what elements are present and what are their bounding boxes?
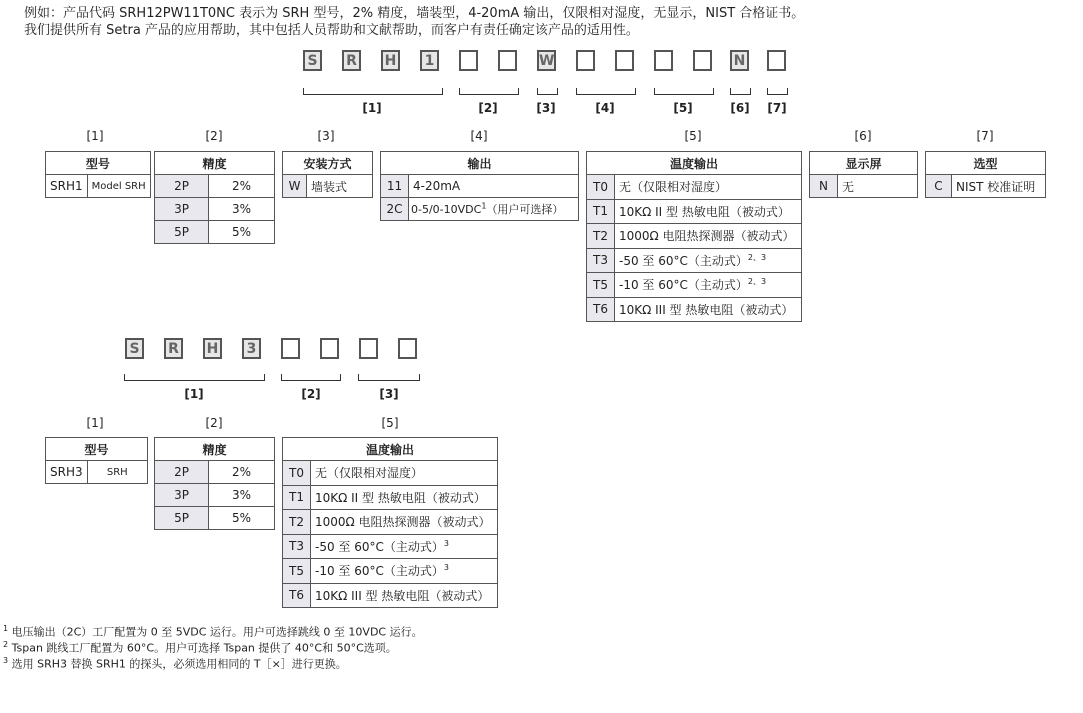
code-box — [654, 50, 673, 71]
table-header: 精度 — [155, 152, 275, 175]
table-header: 型号 — [46, 152, 151, 175]
output-table — [380, 151, 579, 221]
code-box — [459, 50, 478, 71]
value-note: （用户可选择） — [486, 203, 564, 216]
bracket — [537, 88, 558, 95]
bracket — [730, 88, 751, 95]
value-text: 10KΩ III 型 热敏电阻（被动式） — [619, 302, 794, 317]
table-header: 精度 — [155, 438, 275, 461]
value-text: 无（仅限相对湿度） — [619, 180, 728, 195]
value-text: 无（仅限相对湿度） — [315, 466, 424, 481]
table-row — [155, 484, 275, 507]
option-table — [925, 151, 1046, 198]
bracket-label: [1] — [184, 387, 204, 401]
table-row — [587, 175, 802, 200]
code-box — [615, 50, 634, 71]
value-cell: 5% — [209, 507, 275, 530]
value-text: -50 至 60°C（主动式） — [315, 539, 444, 554]
table-header: 温度输出 — [283, 438, 498, 461]
code-box — [359, 338, 378, 359]
footnote-mark: 3 — [3, 656, 9, 665]
group-label: [5] — [381, 416, 399, 430]
code-cell: T3 — [283, 534, 311, 559]
code-cell: 11 — [381, 175, 409, 198]
code-cell: SRH3 — [46, 461, 88, 484]
footnote-ref: 1 — [481, 201, 487, 211]
value-cell — [311, 559, 498, 584]
table-row — [283, 583, 498, 608]
bracket-label: [3] — [536, 101, 556, 115]
code-cell: T1 — [587, 199, 615, 224]
value-cell — [311, 583, 498, 608]
code-box — [398, 338, 417, 359]
bracket-label: [1] — [362, 101, 382, 115]
temp-output-table-2 — [282, 437, 498, 608]
code-cell: T5 — [587, 273, 615, 298]
value-cell: 3% — [209, 198, 275, 221]
code-cell: 2P — [155, 461, 209, 484]
value-text: 1000Ω 电阻热探测器（被动式） — [315, 515, 491, 530]
value-cell — [615, 273, 802, 298]
code-box — [576, 50, 595, 71]
display-table — [809, 151, 918, 198]
bracket — [767, 88, 788, 95]
code-cell: T3 — [587, 248, 615, 273]
code-box: H — [381, 50, 400, 71]
value-cell — [615, 199, 802, 224]
table-row — [810, 175, 918, 198]
value-cell — [311, 461, 498, 486]
table-row — [587, 297, 802, 322]
bracket-label: [2] — [301, 387, 321, 401]
table-row — [283, 175, 373, 198]
group-label: [2] — [205, 129, 223, 143]
value-cell: 2% — [209, 461, 275, 484]
table-row — [381, 175, 579, 198]
table-row — [587, 199, 802, 224]
value-text: -10 至 60°C（主动式） — [315, 564, 444, 579]
table-row — [926, 175, 1046, 198]
group-label: [2] — [205, 416, 223, 430]
intro-line-1: 例如：产品代码 SRH12PW11T0NC 表示为 SRH 型号，2% 精度，墙装型，4-20mA 输出，仅限相对湿度，无显示，NIST 合格证书。 — [24, 6, 805, 21]
table-header: 型号 — [46, 438, 148, 461]
group-label: [6] — [854, 129, 872, 143]
footnote-text: 选用 SRH3 替换 SRH1 的探头，必须选用相同的 T［×］进行更换。 — [11, 657, 347, 671]
code-box — [320, 338, 339, 359]
code-cell: T0 — [587, 175, 615, 200]
code-box: W — [537, 50, 556, 71]
code-cell: SRH1 — [46, 175, 88, 198]
value-cell: 4-20mA — [409, 175, 579, 198]
footnote-text: Tspan 跳线工厂配置为 60°C。用户可选择 Tspan 提供了 40°C和 50°C选项。 — [11, 641, 397, 655]
code-cell: 2P — [155, 175, 209, 198]
footnote-text: 电压输出（2C）工厂配置为 0 至 5VDC 运行。用户可选择跳线 0 至 10VDC 运行。 — [11, 625, 423, 639]
code-cell: 5P — [155, 221, 209, 244]
value-text: -10 至 60°C（主动式） — [619, 278, 748, 293]
table-row — [587, 273, 802, 298]
table-header: 温度输出 — [587, 152, 802, 175]
value-cell — [311, 510, 498, 535]
table-header: 显示屏 — [810, 152, 918, 175]
group-label: [4] — [470, 129, 488, 143]
code-box — [693, 50, 712, 71]
code-box: N — [730, 50, 749, 71]
table-row — [283, 510, 498, 535]
footnote — [3, 653, 347, 673]
code-box — [498, 50, 517, 71]
value-cell: 2% — [209, 175, 275, 198]
code-cell: N — [810, 175, 838, 198]
code-cell: 3P — [155, 198, 209, 221]
table-row — [155, 175, 275, 198]
value-cell — [615, 297, 802, 322]
table-row — [155, 461, 275, 484]
table-row — [155, 507, 275, 530]
table-row — [587, 248, 802, 273]
bracket — [459, 88, 519, 95]
group-label: [3] — [317, 129, 335, 143]
code-box: S — [125, 338, 144, 359]
intro-line-2: 我们提供所有 Setra 产品的应用帮助，其中包括人员帮助和文献帮助，而客户有责任确定该产品的适用性。 — [24, 23, 639, 38]
code-cell: T6 — [587, 297, 615, 322]
table-row — [283, 559, 498, 584]
value-cell — [615, 175, 802, 200]
footnote-ref: 2、3 — [747, 252, 767, 262]
model-table-2 — [45, 437, 148, 484]
table-row — [155, 221, 275, 244]
code-box — [281, 338, 300, 359]
value-cell — [409, 198, 579, 221]
bracket-label: [4] — [595, 101, 615, 115]
group-label: [1] — [86, 129, 104, 143]
value-text: -50 至 60°C（主动式） — [619, 253, 748, 268]
table-row — [381, 198, 579, 221]
table-header: 输出 — [381, 152, 579, 175]
footnote-mark: 1 — [3, 624, 9, 633]
code-box: R — [164, 338, 183, 359]
bracket — [654, 88, 714, 95]
code-cell: W — [283, 175, 307, 198]
value-cell — [615, 224, 802, 249]
value-cell: SRH — [87, 461, 147, 484]
bracket — [576, 88, 636, 95]
table-row — [46, 461, 148, 484]
mount-table — [282, 151, 373, 198]
bracket-label: [2] — [478, 101, 498, 115]
bracket — [281, 374, 341, 381]
value-text: 0-5/0-10VDC — [411, 203, 482, 216]
table-row — [283, 534, 498, 559]
code-cell: T1 — [283, 485, 311, 510]
value-cell: 5% — [209, 221, 275, 244]
footnote-ref: 3 — [443, 563, 449, 573]
group-label: [7] — [976, 129, 994, 143]
code-box: R — [342, 50, 361, 71]
code-box: 3 — [242, 338, 261, 359]
table-row — [283, 461, 498, 486]
table-row — [283, 485, 498, 510]
value-cell: 墙装式 — [307, 175, 373, 198]
footnote-ref: 2、3 — [747, 277, 767, 287]
value-cell — [311, 485, 498, 510]
code-cell: 3P — [155, 484, 209, 507]
accuracy-table — [154, 151, 275, 244]
value-cell: 无 — [838, 175, 918, 198]
bracket-label: [5] — [673, 101, 693, 115]
bracket-label: [6] — [730, 101, 750, 115]
code-cell: C — [926, 175, 952, 198]
code-cell: T0 — [283, 461, 311, 486]
value-cell: NIST 校准证明 — [952, 175, 1046, 198]
model-table — [45, 151, 151, 198]
group-label: [1] — [86, 416, 104, 430]
code-box — [767, 50, 786, 71]
footnote-ref: 3 — [443, 538, 449, 548]
code-cell: T5 — [283, 559, 311, 584]
bracket — [303, 88, 443, 95]
accuracy-table-2 — [154, 437, 275, 530]
table-row — [46, 175, 151, 198]
value-cell — [615, 248, 802, 273]
table-header: 选型 — [926, 152, 1046, 175]
bracket-label: [3] — [379, 387, 399, 401]
table-header: 安装方式 — [283, 152, 373, 175]
code-cell: T6 — [283, 583, 311, 608]
code-cell: 2C — [381, 198, 409, 221]
value-text: 10KΩ II 型 热敏电阻（被动式） — [315, 490, 486, 505]
code-cell: 5P — [155, 507, 209, 530]
code-cell: T2 — [283, 510, 311, 535]
group-label: [5] — [684, 129, 702, 143]
bracket — [124, 374, 265, 381]
bracket-label: [7] — [767, 101, 787, 115]
code-cell: T2 — [587, 224, 615, 249]
value-cell — [311, 534, 498, 559]
footnote-mark: 2 — [3, 640, 9, 649]
temp-output-table — [586, 151, 802, 322]
value-cell: Model SRH — [87, 175, 150, 198]
value-text: 10KΩ III 型 热敏电阻（被动式） — [315, 588, 490, 603]
table-row — [155, 198, 275, 221]
code-box: S — [303, 50, 322, 71]
code-box: H — [203, 338, 222, 359]
bracket — [358, 374, 420, 381]
value-cell: 3% — [209, 484, 275, 507]
value-text: 10KΩ II 型 热敏电阻（被动式） — [619, 204, 790, 219]
value-text: 1000Ω 电阻热探测器（被动式） — [619, 229, 795, 244]
table-row — [587, 224, 802, 249]
code-box: 1 — [420, 50, 439, 71]
